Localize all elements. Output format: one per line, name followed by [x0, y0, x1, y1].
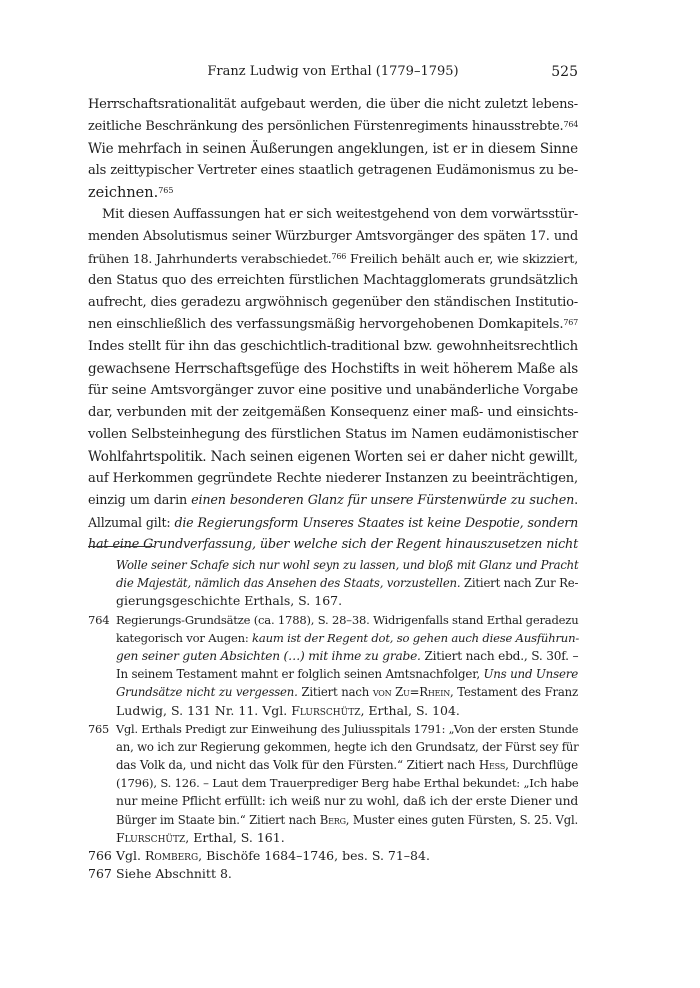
- text-line: für seine Amtsvorgänger zuvor eine positive und unabänderliche Vorgabe: [88, 383, 578, 398]
- page-header: [88, 64, 578, 82]
- footnote-764: 764 Regierungs-Grundsätze (ca. 1788), S. 28–38. Widrigenfalls stand Erthal geradezu: [88, 611, 578, 629]
- text-line: vollen Selbsteinhegung des fürstlichen Status im Namen eudämonistischer: [88, 427, 578, 442]
- footnote-line: (1796), S. 126. – Laut dem Trauerprediger Berg habe Erthal bekundet: „Ich habe: [116, 776, 579, 791]
- text-line: dar, verbunden mit der zeitgemäßen Konsequenz einer maß- und einsichts-: [88, 405, 578, 420]
- text-line: Herrschaftsrationalität aufgebaut werden, die über die nicht zuletzt lebens-: [88, 97, 578, 112]
- footnote-line: nur meine Pflicht erfüllt: ich weiß nur zu wohl, daß ich der erste Diener und: [116, 794, 578, 809]
- text-line: nen einschließlich des verfassungsmäßig hervorgehobenen Domkapitels.$^{767}$: [88, 317, 578, 332]
- footnotes: [88, 556, 578, 883]
- text-line: als zeittypischer Vertreter eines staatlich getragenen Eudämonismus zu be-: [88, 163, 578, 178]
- italic-quote: die Regierungsform Unseres Staates ist keine Despotie, sondern: [174, 515, 578, 530]
- text-line: gewachsene Herrschaftsgefüge des Hochstifts in weit höherem Maße als: [88, 361, 578, 377]
- text-line: auf Herkommen gegründete Rechte niederer Instanzen zu beeinträchtigen,: [88, 471, 578, 486]
- italic-quote: einen besonderen Glanz für unsere Fürstenwürde zu suchen: [191, 493, 575, 508]
- text-line: Mit diesen Auffassungen hat er sich weitestgehend von dem vorwärtsstür-: [102, 207, 578, 222]
- footnote-ref-764[interactable]: 764: [563, 120, 579, 129]
- footnote-line: gen seiner guten Absichten (…) mit ihme zu grabe. Zitiert nach ebd., S. 30f. –: [116, 648, 579, 663]
- footnote-ref-765[interactable]: 765: [158, 186, 174, 195]
- text-line: zeitliche Beschränkung des persönlichen Fürstenregiments hinausstrebte.$^{764}$: [88, 119, 579, 134]
- footnote-line: gierungsgeschichte Erthals, S. 167.: [116, 593, 343, 609]
- text-line: frühen 18. Jahrhunderts verabschiedet.$^{766}$ Freilich behält auch er, wie skizziert,: [88, 251, 578, 266]
- footnote-number: 764: [88, 612, 110, 627]
- text-line: aufrecht, dies geradezu argwöhnisch gegenüber den ständischen Institutio-: [88, 295, 578, 310]
- footnote-line: Wolle seiner Schafe sich nur wohl seyn zu lassen, und bloß mit Glanz und Pracht: [116, 558, 579, 572]
- footnote-line: kategorisch vor Augen: kaum ist der Regent dot, so gehen auch diese Ausführun-: [116, 630, 580, 645]
- footnote-line: die Majestät, nämlich das Ansehen des Staats, vorzustellen. Zitiert nach Zur Re-: [116, 576, 579, 591]
- text-line: Allzumal gilt: die Regierungsform Unseres Staates ist keine Despotie, sondern: [88, 515, 578, 530]
- footnote-line: Flurschütz, Erthal, S. 161.: [116, 829, 285, 845]
- footnote-line: Grundsätze nicht zu vergessen. Zitiert nach von Zu=Rhein, Testament des Franz: [116, 685, 578, 700]
- text-line: Wie mehrfach in seinen Äußerungen angeklungen, ist er in diesem Sinne: [88, 141, 578, 157]
- footnote-765: 765 Vgl. Erthals Predigt zur Einweihung des Juliusspitals 1791: „Von der ersten Stunde: [88, 720, 578, 738]
- footnote-number: 767: [88, 866, 112, 882]
- text-line: einzig um darin einen besonderen Glanz für unsere Fürstenwürde zu suchen.: [88, 493, 578, 508]
- text-line: hat eine Grundverfassung, über welche sich der Regent hinauszusetzen nicht: [88, 537, 578, 552]
- footnote-number: 765: [88, 721, 110, 736]
- footnote-ref-766[interactable]: 766: [331, 252, 347, 261]
- footnote-ref-767[interactable]: 767: [563, 318, 578, 327]
- text-line: Wohlfahrtspolitik. Nach seinen eigenen Worten sei er daher nicht gewillt,: [88, 449, 578, 465]
- text-line: zeichnen.$^{765}$: [88, 185, 174, 201]
- footnote-separator: [88, 546, 154, 547]
- text-line: menden Absolutismus seiner Würzburger Amtsvorgänger des späten 17. und: [88, 229, 578, 244]
- footnote-line: Bürger im Staate bin.“ Zitiert nach Berg, Muster eines guten Fürsten, S. 25. Vgl.: [116, 812, 578, 827]
- main-text: [88, 94, 578, 556]
- text-line: den Status quo des erreichten fürstlichen Machtagglomerats grundsätzlich: [88, 273, 578, 288]
- text-line: Indes stellt für ihn das geschichtlich-traditional bzw. gewohnheitsrechtlich: [88, 339, 578, 354]
- page-number: 525: [551, 64, 578, 80]
- footnote-766: 766 Vgl. Romberg, Bischöfe 1684–1746, bes. S. 71–84.: [88, 847, 578, 865]
- footnote-line: an, wo ich zur Regierung gekommen, hegte ich den Grundsatz, der Fürst sey für: [116, 739, 579, 754]
- footnote-number: 766: [88, 848, 112, 863]
- footnote-line: Ludwig, S. 131 Nr. 11. Vgl. Flurschütz, Erthal, S. 104.: [116, 702, 460, 718]
- footnote-767: 767 Siehe Abschnitt 8.: [88, 865, 578, 883]
- footnote-line: In seinem Testament mahnt er folglich seinen Amtsnachfolger, Uns und Unsere: [116, 667, 578, 682]
- running-title: Franz Ludwig von Erthal (1779–1795): [207, 64, 459, 79]
- footnote-line: das Volk da, und nicht das Volk für den Fürsten.“ Zitiert nach Hess, Durchflüge: [116, 758, 578, 773]
